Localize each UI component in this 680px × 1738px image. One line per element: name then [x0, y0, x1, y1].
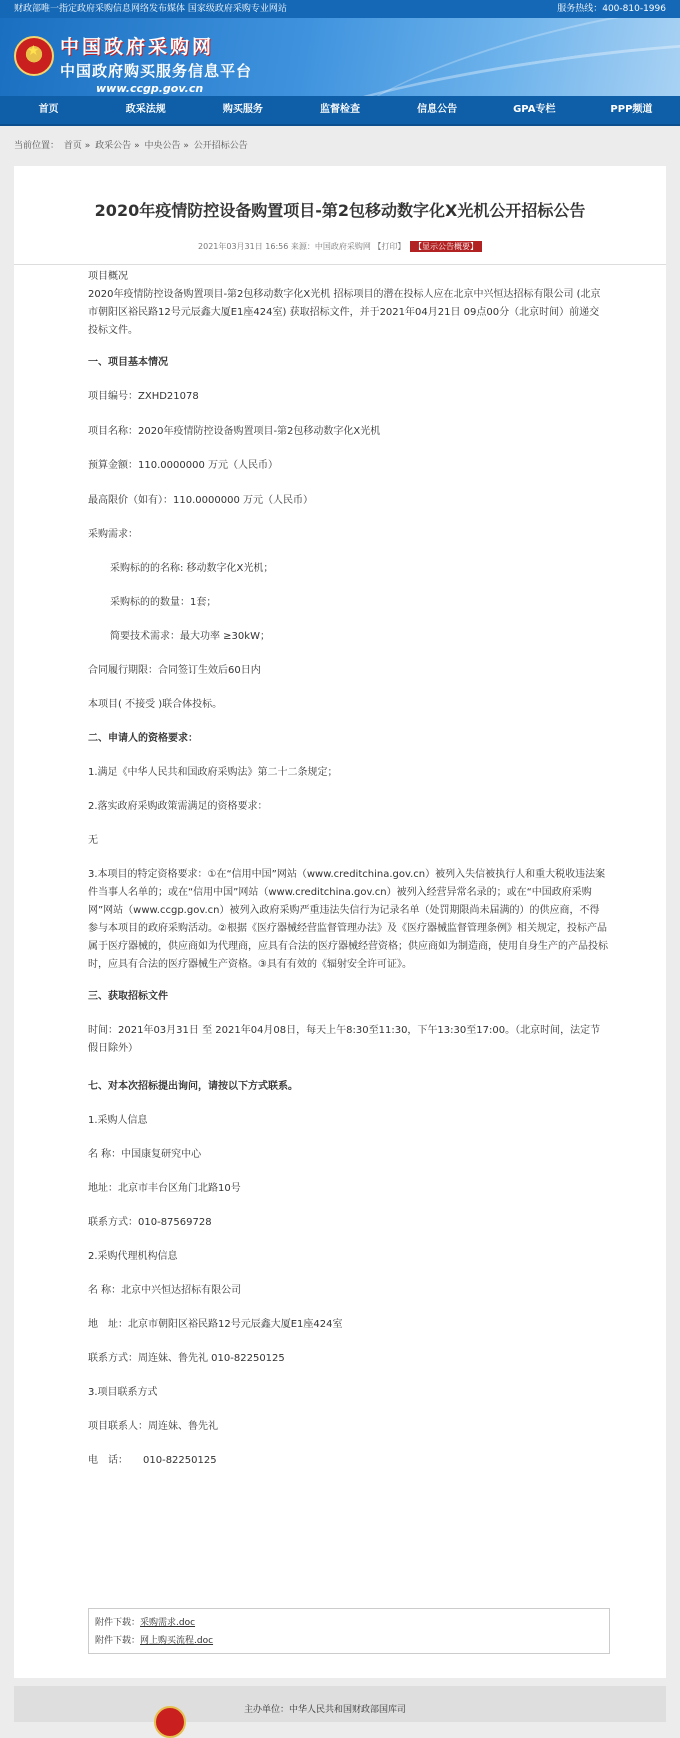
article-paragraph: 项目名称：2020年疫情防控设备购置项目-第2包移动数字化X光机 [88, 426, 381, 437]
article-paragraph: 2020年疫情防控设备购置项目-第2包移动数字化X光机 招标项目的潜在投标人应在北京中兴恒达招标有限公司 (北京市朝阳区裕民路12号元辰鑫大厦E1座424室) 获取招标文件，并于2021年04月21日 09点00分（北京时间）前递交投标文件。 [88, 289, 601, 336]
article-paragraph: 3.项目联系方式 [88, 1387, 158, 1398]
article-paragraph: 1.满足《中华人民共和国政府采购法》第二十二条规定； [88, 767, 338, 778]
nav-item-ppp[interactable]: PPP频道 [610, 104, 653, 115]
article-paragraph: 地址：北京市丰台区角门北路10号 [88, 1183, 241, 1194]
article-title: 2020年疫情防控设备购置项目-第2包移动数字化X光机公开招标公告 [94, 201, 586, 220]
site-slogan: 财政部唯一指定政府采购信息网络发布媒体 国家级政府采购专业网站 [14, 4, 287, 14]
section-heading: 七、对本次招标提出询问，请按以下方式联系。 [88, 1081, 298, 1092]
breadcrumb-open-tender[interactable]: 公开招标公告 [193, 141, 248, 151]
attachment-link[interactable]: 采购需求.doc [140, 1618, 196, 1628]
attachment-label: 附件下载： [95, 1618, 141, 1628]
article-paragraph: 地 址：北京市朝阳区裕民路12号元辰鑫大厦E1座424室 [88, 1319, 343, 1330]
footer-host: 主办单位：中华人民共和国财政部国库司 [244, 1705, 407, 1715]
nav-item-home[interactable]: 首页 [38, 104, 59, 115]
service-hotline: 服务热线：400-810-1996 [557, 4, 666, 14]
top-info-bar [0, 0, 680, 18]
article-paragraph: 2.采购代理机构信息 [88, 1251, 178, 1262]
article-meta [14, 241, 666, 252]
show-summary-button[interactable]: 【显示公告概要】 [410, 241, 482, 252]
nav-item-purchase-services[interactable]: 购买服务 [222, 104, 263, 115]
article-paragraph: 联系方式：周连妹、鲁先礼 010-82250125 [88, 1353, 285, 1364]
article-panel [14, 166, 666, 1678]
national-emblem-icon [14, 36, 54, 76]
attachment-link[interactable]: 网上购买流程.doc [140, 1636, 214, 1646]
attachment-row [95, 1632, 603, 1650]
nav-item-supervision[interactable]: 监督检查 [319, 104, 360, 115]
breadcrumb-home[interactable]: 首页 [63, 141, 82, 151]
nav-item-gpa[interactable]: GPA专栏 [513, 104, 556, 115]
attachment-label: 附件下载： [95, 1636, 141, 1646]
logo-url: www.ccgp.gov.cn [96, 82, 204, 95]
article-paragraph: 最高限价（如有）：110.0000000 万元（人民币） [88, 495, 313, 506]
nav-item-announcements[interactable]: 信息公告 [417, 104, 458, 115]
article-paragraph: 项目编号：ZXHD21078 [88, 391, 199, 402]
article-paragraph: 无 [88, 835, 98, 846]
article-paragraph: 预算金额：110.0000000 万元（人民币） [88, 460, 278, 471]
article-paragraph: 采购标的的名称: 移动数字化X光机； [110, 563, 274, 574]
breadcrumb-announcements[interactable]: 政采公告 [95, 141, 132, 151]
site-logo[interactable] [60, 32, 252, 95]
breadcrumb-prefix: 当前位置： [14, 141, 60, 151]
footer-emblem-icon [154, 1706, 186, 1738]
article-paragraph: 1.采购人信息 [88, 1115, 148, 1126]
article-paragraph: 采购标的的数量：1套； [110, 597, 217, 608]
article-paragraph: 名 称：北京中兴恒达招标有限公司 [88, 1285, 242, 1296]
main-nav [0, 96, 680, 126]
divider [14, 264, 666, 265]
article-paragraph: 合同履行期限：合同签订生效后60日内 [88, 665, 261, 676]
article-paragraph: 2.落实政府采购政策需满足的资格要求： [88, 801, 268, 812]
breadcrumb [0, 126, 680, 166]
breadcrumb-separator: » [183, 141, 189, 151]
breadcrumb-separator: » [84, 141, 91, 151]
article-paragraph: 项目联系人：周连妹、鲁先礼 [88, 1421, 218, 1432]
article-paragraph: 联系方式：010-87569728 [88, 1217, 212, 1228]
logo-subtitle: 中国政府购买服务信息平台 [60, 62, 253, 80]
nav-item-regulations[interactable]: 政采法规 [125, 104, 166, 115]
article-paragraph: 简要技术需求：最大功率 ≥30kW； [110, 631, 270, 642]
section-heading: 三、获取招标文件 [88, 991, 168, 1002]
article-paragraph: 采购需求： [88, 529, 138, 540]
section-heading: 一、项目基本情况 [88, 357, 168, 368]
site-header [0, 18, 680, 96]
attachments-box [88, 1608, 610, 1654]
article-meta-text: 2021年03月31日 16:56 来源：中国政府采购网 【打印】 [198, 242, 406, 251]
article-paragraph: 时间：2021年03月31日 至 2021年04月08日，每天上午8:30至11:30，下午13:30至17:00。（北京时间，法定节假日除外） [88, 1025, 601, 1054]
attachment-row [95, 1614, 603, 1632]
article-paragraph: 3.本项目的特定资格要求：①在“信用中国”网站（www.creditchina.gov.cn）被列入失信被执行人和重大税收违法案件当事人名单的；或在“信用中国”网站（www.creditchina.gov.cn）被列入经营异常名录的；或在“中国政府采购网”网站（www.ccgp.gov.cn）被列入政府采购严重违法失信行为记录名单（处罚期限尚未届满的）的供应商，不得参与本项目的政府采购活动。②根据《医疗器械经营监督管理办法》及《医疗器械监督管理条例》相关规定，投标产品属于医疗器械的，供应商如为代理商，应具有合法的医疗器械经营资格；供应商如为制造商，使用自身生产的产品投标时，应具有合法的医疗器械生产资格。③具有有效的《辐射安全许可证》。 [88, 869, 608, 970]
breadcrumb-separator: » [134, 141, 140, 151]
breadcrumb-central[interactable]: 中央公告 [144, 141, 181, 151]
section-heading: 二、申请人的资格要求： [88, 733, 198, 744]
article-paragraph: 项目概况 [88, 271, 128, 282]
article-paragraph: 电 话： 010-82250125 [88, 1455, 217, 1466]
article-paragraph: 名 称：中国康复研究中心 [88, 1149, 202, 1160]
site-footer [14, 1686, 666, 1722]
logo-title: 中国政府采购网 [60, 36, 215, 58]
article-paragraph: 本项目( 不接受 )联合体投标。 [88, 699, 223, 710]
